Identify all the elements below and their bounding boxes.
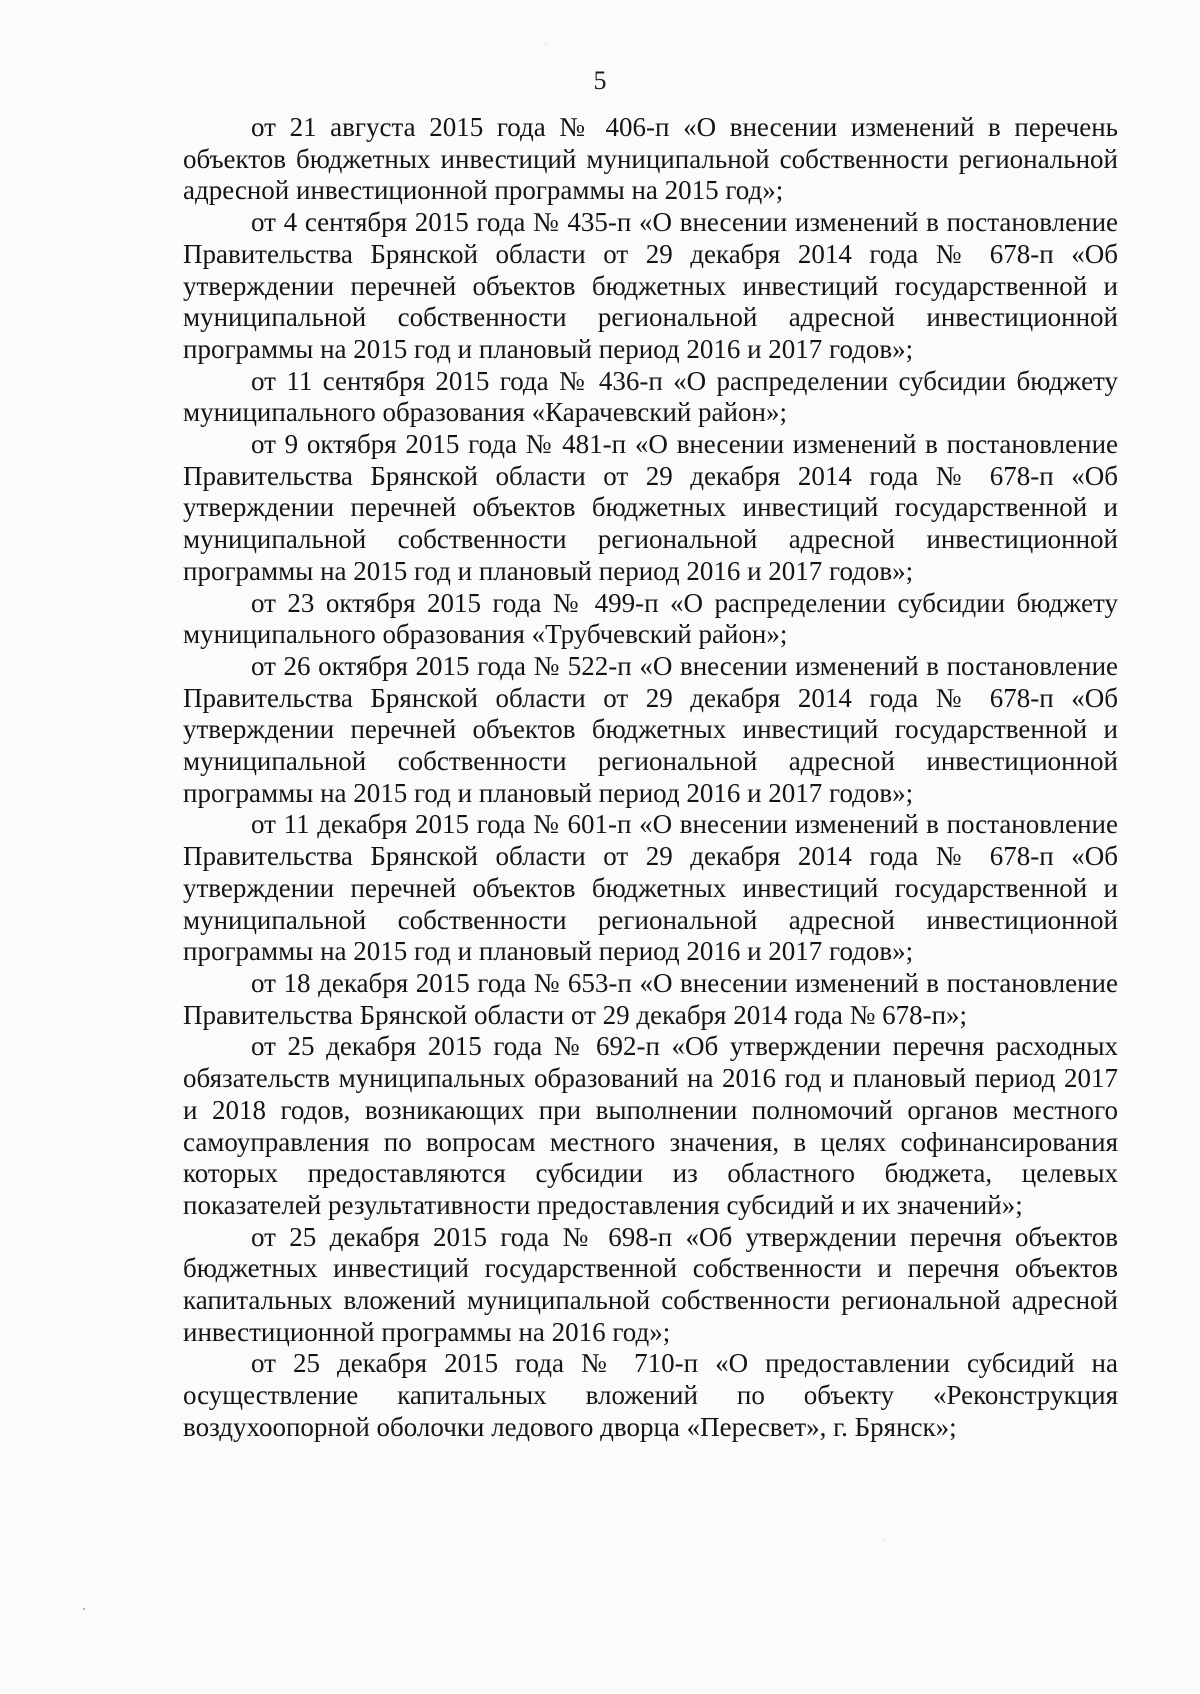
paragraph-698-p: от 25 декабря 2015 года № 698-п «Об утверждении перечня объектов бюджетных инвестиций государственной собственности и перечня объектов капитальных вложений муниципальной собственности региональной адресной инвестиционной программы на 2016 год»; (183, 1221, 1118, 1347)
paragraph-692-p: от 25 декабря 2015 года № 692-п «Об утверждении перечня расходных обязательств муниципальных образований на 2016 год и плановый период 2017 и 2018 годов, возникающих при выполнении полномочий органов местного самоуправления по вопросам местного значения, в целях софинансирования которых предоставляются субсидии из областного бюджета, целевых показателей результативности предоставления субсидий и их значений»; (183, 1031, 1118, 1220)
document-body (183, 112, 1118, 1444)
page-number: 5 (593, 66, 607, 95)
paragraph-436-p: от 11 сентября 2015 года № 436-п «О распределении субсидии бюджету муниципального образования «Карачевский район»; (183, 365, 1118, 428)
scan-speck (883, 1540, 884, 1541)
paragraph-499-p: от 23 октября 2015 года № 499-п «О распределении субсидии бюджету муниципального образования «Трубчевский район»; (183, 587, 1118, 650)
paragraph-653-p: от 18 декабря 2015 года № 653-п «О внесении изменений в постановление Правительства Брянской области от 29 декабря 2014 года № 678-п»; (183, 967, 1118, 1030)
paragraph-435-p: от 4 сентября 2015 года № 435-п «О внесении изменений в постановление Правительства Брянской области от 29 декабря 2014 года № 678-п «Об утверждении перечней объектов бюджетных инвестиций государственной и муниципальной собственности региональной адресной инвестиционной программы на 2015 год и плановый период 2016 и 2017 годов»; (183, 207, 1118, 364)
paragraph-522-p: от 26 октября 2015 года № 522-п «О внесении изменений в постановление Правительства Брянской области от 29 декабря 2014 года № 678-п «Об утверждении перечней объектов бюджетных инвестиций государственной и муниципальной собственности региональной адресной инвестиционной программы на 2015 год и плановый период 2016 и 2017 годов»; (183, 650, 1118, 808)
paragraph-406-p: от 21 августа 2015 года № 406-п «О внесении изменений в перечень объектов бюджетных инвестиций муниципальной собственности региональной адресной инвестиционной программы на 2015 год»; (183, 112, 1118, 206)
paragraph-481-p: от 9 октября 2015 года № 481-п «О внесении изменений в постановление Правительства Брянской области от 29 декабря 2014 года № 678-п «Об утверждении перечней объектов бюджетных инвестиций государственной и муниципальной собственности региональной адресной инвестиционной программы на 2015 год и плановый период 2016 и 2017 годов»; (183, 429, 1118, 586)
scan-speck (83, 1608, 85, 1610)
paragraph-601-p: от 11 декабря 2015 года № 601-п «О внесении изменений в постановление Правительства Брянской области от 29 декабря 2014 года № 678-п «Об утверждении перечней объектов бюджетных инвестиций государственной и муниципальной собственности региональной адресной инвестиционной программы на 2015 год и плановый период 2016 и 2017 годов»; (183, 809, 1118, 967)
paragraph-710-p: от 25 декабря 2015 года № 710-п «О предоставлении субсидий на осуществление капитальных вложений по объекту «Реконструкция воздухоопорной оболочки ледового дворца «Пересвет», г. Брянск»; (183, 1348, 1118, 1442)
scan-speck (545, 44, 546, 45)
